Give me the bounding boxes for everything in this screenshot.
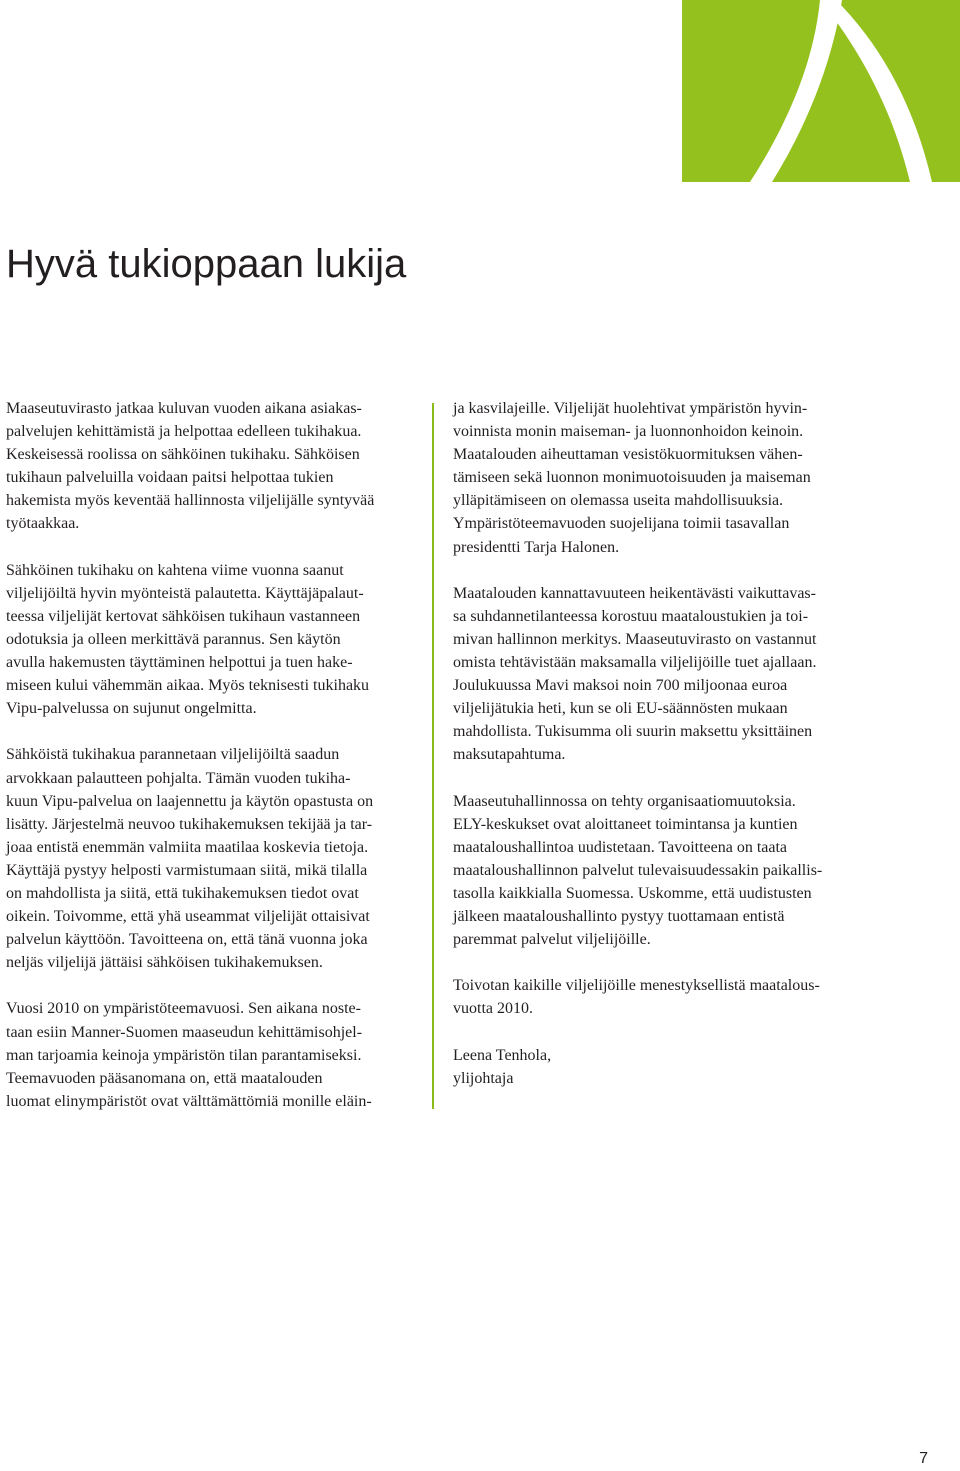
paragraph: [453, 582, 873, 767]
text-line: Keskeisessä roolissa on sähköinen tukihaku. Sähköisen: [6, 446, 360, 464]
text-line: Maatalouden aiheuttaman vesistökuormituksen vähen-: [453, 446, 803, 464]
text-line: teessa viljelijät kertovat sähköisen tukihaun vastanneen: [6, 607, 361, 625]
text-line: sa suhdannetilanteessa korostuu maataloustukien ja toi-: [453, 607, 809, 625]
text-line: Vipu-palvelussa on sujunut ongelmitta.: [6, 700, 257, 718]
text-line: hakemista myös keventää hallinnosta viljelijälle syntyvää: [6, 492, 375, 510]
paragraph: [6, 743, 418, 974]
paragraph: [453, 974, 873, 1020]
text-line: oikein. Toivomme, että yhä useammat viljelijät ottaisivat: [6, 908, 370, 926]
text-line: palvelun käyttöön. Tavoitteena on, että tänä vuonna joka: [6, 931, 368, 949]
right-text-column: [453, 397, 873, 1113]
text-line: Vuosi 2010 on ympäristöteemavuosi. Sen aikana noste-: [6, 1000, 361, 1018]
page-number: 7: [919, 1450, 928, 1467]
text-line: odotuksia ja olleen merkittävä parannus. Sen käytön: [6, 630, 341, 648]
paragraph: [453, 397, 873, 559]
text-line: Käyttäjä pystyy helposti varmistumaan siitä, mikä tilalla: [6, 861, 368, 879]
text-line: presidentti Tarja Halonen.: [453, 538, 620, 556]
text-line: maksutapahtuma.: [453, 746, 566, 764]
text-line: maataloushallinnon palvelut tulevaisuudessakin paikallis-: [453, 861, 823, 879]
text-line: Teemavuoden pääsanomana on, että maatalouden: [6, 1069, 323, 1087]
text-line: joaa entistä enemmän valmiita maatilaa koskevia tietoja.: [6, 838, 369, 856]
text-line: omista tehtävistään maksamalla viljelijöille tuet ajallaan.: [453, 654, 817, 672]
text-line: voinnista monin maiseman- ja luonnonhoidon keinoin.: [453, 423, 804, 441]
text-line: Sähköistä tukihakua parannetaan viljelijöiltä saadun: [6, 746, 340, 764]
text-line: palvelujen kehittämistä ja helpottaa edelleen tukihakua.: [6, 423, 362, 441]
text-line: Maatalouden kannattavuuteen heikentävästi vaikuttavas-: [453, 584, 816, 602]
brand-leaf-graphic: [682, 0, 960, 182]
text-line: lisätty. Järjestelmä neuvoo tukihakemuksen tekijää ja tar-: [6, 815, 373, 833]
paragraph: [6, 997, 418, 1112]
text-line: jälkeen maataloushallinto pystyy tuottamaan entistä: [453, 908, 785, 926]
signature-block: [453, 1044, 873, 1090]
text-line: tasolla kaikkialla Suomessa. Uskomme, että uudistusten: [453, 884, 812, 902]
column-divider: [432, 403, 434, 1109]
text-line: ylläpitämiseen on olemassa useita mahdollisuuksia.: [453, 492, 784, 510]
text-line: Ympäristöteemavuoden suojelijana toimii tasavallan: [453, 515, 790, 533]
text-line: ELY-keskukset ovat aloittaneet toimintansa ja kuntien: [453, 815, 798, 833]
text-line: viljelijätukia heti, kun se oli EU-säännösten mukaan: [453, 700, 788, 718]
text-line: ja kasvilajeille. Viljelijät huolehtivat ympäristön hyvin-: [453, 400, 808, 417]
text-line: paremmat palvelut viljelijöille.: [453, 931, 651, 949]
text-line: luomat elinympäristöt ovat välttämättömiä monille eläin-: [6, 1092, 372, 1110]
paragraph: [6, 559, 418, 721]
text-line: neljäs viljelijä jättäisi sähköisen tukihakemuksen.: [6, 954, 323, 972]
text-line: viljelijöiltä hyvin myönteistä palautetta. Käyttäjäpalaut-: [6, 584, 364, 602]
signer-title: ylijohtaja: [453, 1069, 514, 1087]
text-line: taan esiin Manner-Suomen maaseudun kehittämisohjel-: [6, 1023, 363, 1041]
text-line: mivan hallinnon merkitys. Maaseutuvirasto on vastannut: [453, 630, 817, 648]
paragraph: [453, 790, 873, 952]
text-line: Toivotan kaikille viljelijöille menestyksellistä maatalous-: [453, 977, 820, 995]
signer-name: Leena Tenhola,: [453, 1046, 552, 1064]
text-line: avulla hakemusten täyttäminen helpottui ja tuen hake-: [6, 654, 353, 672]
text-line: Maaseutuvirasto jatkaa kuluvan vuoden aikana asiakas-: [6, 400, 362, 417]
text-line: mahdollista. Tukisumma oli suurin maksettu yksittäinen: [453, 723, 813, 741]
text-line: työtaakkaa.: [6, 515, 80, 533]
paragraph: [6, 397, 418, 536]
text-line: kuun Vipu-palvelua on laajennettu ja käytön opastusta on: [6, 792, 374, 810]
text-line: arvokkaan palautteen pohjalta. Tämän vuoden tukiha-: [6, 769, 351, 787]
text-line: man tarjoamia keinoja ympäristön tilan parantamiseksi.: [6, 1046, 362, 1064]
text-line: tämiseen sekä luonnon monimuotoisuuden ja maiseman: [453, 469, 811, 487]
text-line: tukihaun palveluilla voidaan paitsi helpottaa tukien: [6, 469, 334, 487]
text-line: vuotta 2010.: [453, 1000, 533, 1018]
text-line: Maaseutuhallinnossa on tehty organisaatiomuutoksia.: [453, 792, 796, 810]
text-line: Joulukuussa Mavi maksoi noin 700 miljoonaa euroa: [453, 677, 788, 695]
page-title: Hyvä tukioppaan lukija: [6, 242, 407, 286]
text-line: on mahdollista ja siitä, että tukihakemuksen tiedot ovat: [6, 884, 359, 902]
text-line: Sähköinen tukihaku on kahtena viime vuonna saanut: [6, 561, 344, 579]
text-line: maataloushallintoa uudistetaan. Tavoitteena on taata: [453, 838, 788, 856]
text-line: miseen kului vähemmän aikaa. Myös teknisesti tukihaku: [6, 677, 370, 695]
left-text-column: [6, 397, 418, 1136]
